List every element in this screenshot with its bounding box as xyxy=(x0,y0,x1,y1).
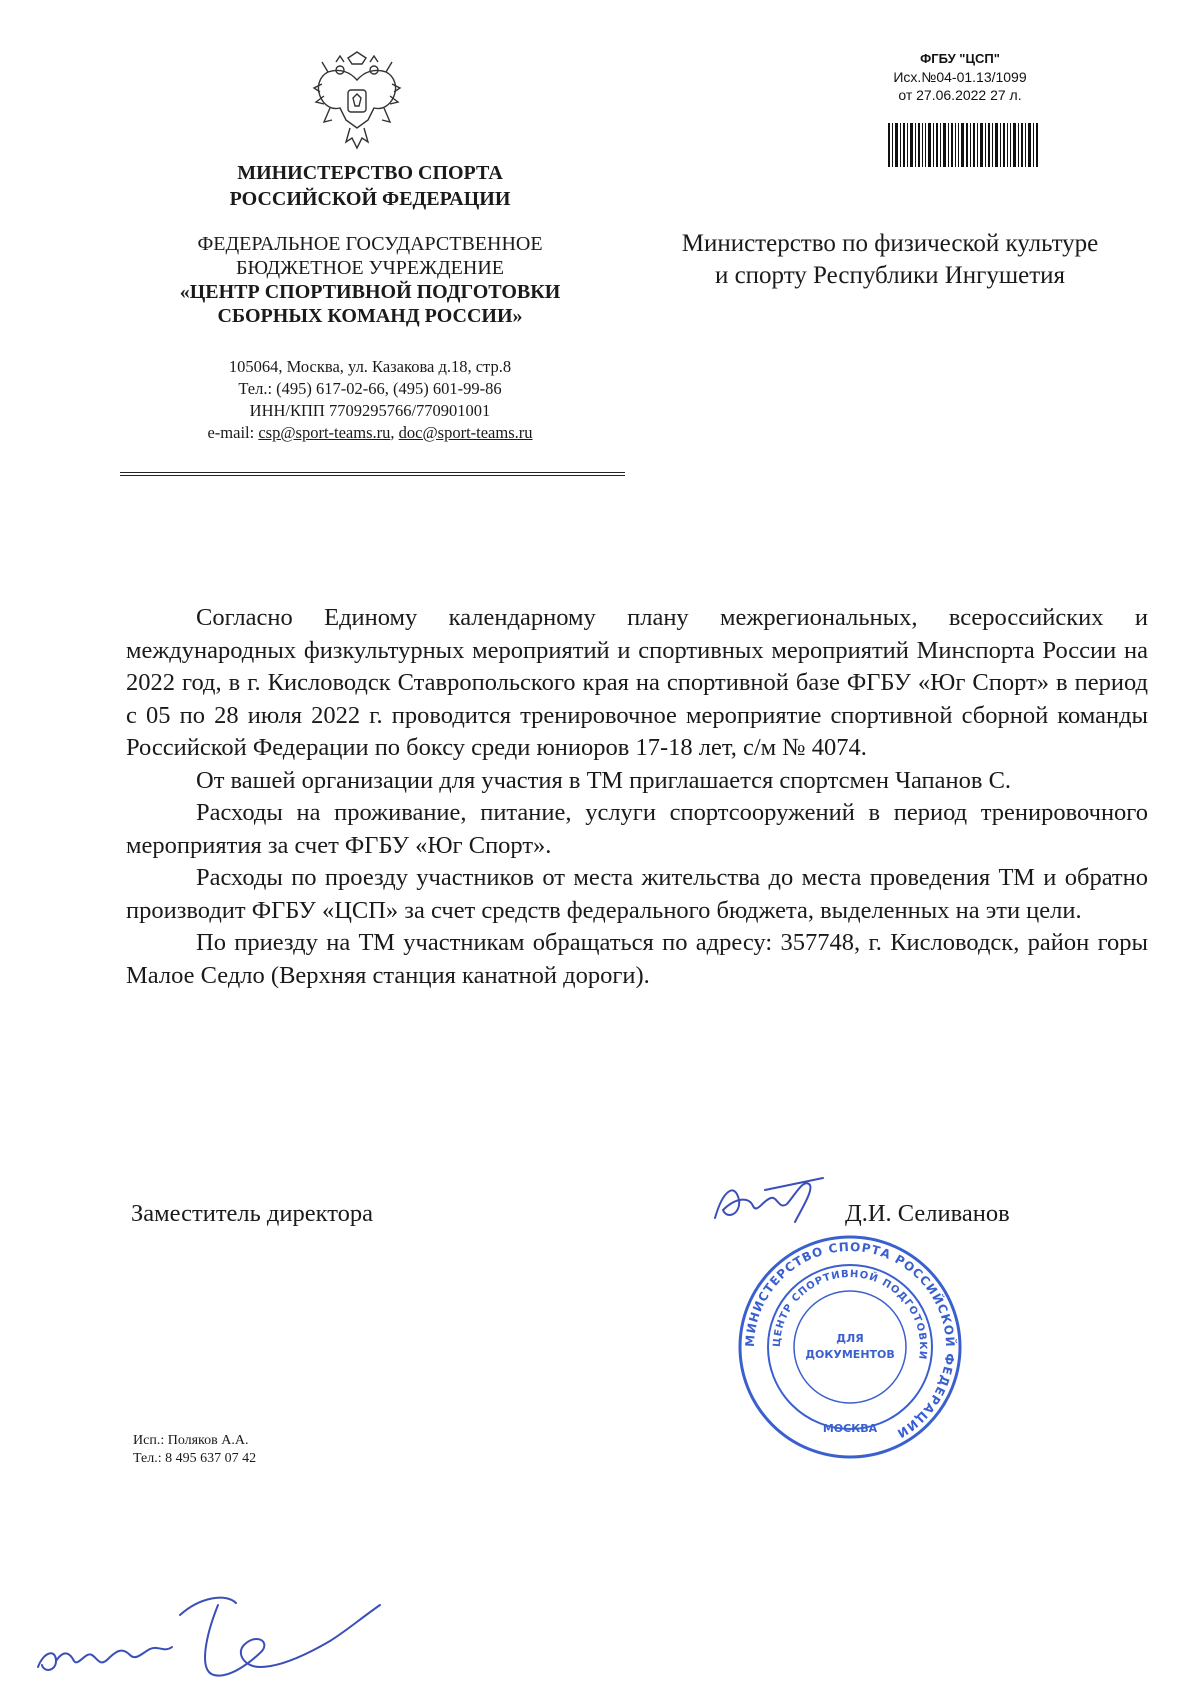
executor-name: Исп.: Поляков А.А. xyxy=(133,1433,249,1448)
institution-name-line-2: СБОРНЫХ КОМАНД РОССИИ» xyxy=(217,305,523,327)
registration-date: от 27.06.2022 27 л. xyxy=(898,87,1022,103)
body-paragraph-1: Согласно Единому календарному плану межрегиональных, всероссийских и международных физкультурных мероприятий и спортивных мероприятий Минспорта России на 2022 год, в г. Кисловодск Ставропольского края на спортивной базе ФГБУ «Юг Спорт» в период с 05 по 28 июля 2022 г. проводится тренировочное мероприятие спортивной сборной команды Российской Федерации по боксу среди юниоров 17-18 лет, с/м № 4074. xyxy=(126,604,1148,761)
institution-line-2: БЮДЖЕТНОЕ УЧРЕЖДЕНИЕ xyxy=(235,257,505,279)
email-separator: , xyxy=(390,423,395,442)
email-link-csp[interactable]: csp@sport-teams.ru xyxy=(258,423,391,442)
body-paragraph-2: От вашей организации для участия в ТМ приглашается спортсмен Чапанов С. xyxy=(196,766,1012,794)
ministry-line-1: МИНИСТЕРСТВО СПОРТА xyxy=(237,162,503,184)
addressee xyxy=(620,228,1160,292)
header-divider xyxy=(120,472,625,476)
sender-inn: ИНН/КПП 7709295766/770901001 xyxy=(249,401,491,420)
addressee-line-2: и спорту Республики Ингушетия xyxy=(714,262,1066,289)
addressee-line-1: Министерство по физической культуре xyxy=(681,230,1099,257)
email-label: e-mail: xyxy=(207,423,255,442)
coat-of-arms-icon xyxy=(310,50,404,152)
sender-contacts xyxy=(135,356,605,444)
institution-name-line-1: «ЦЕНТР СПОРТИВНОЙ ПОДГОТОВКИ xyxy=(179,281,561,303)
barcode-icon xyxy=(888,123,1038,167)
email-link-doc[interactable]: doc@sport-teams.ru xyxy=(398,423,533,442)
stamp-center-line-2: ДОКУМЕНТОВ xyxy=(805,1348,895,1361)
signatory-title: Заместитель директора xyxy=(131,1200,373,1227)
ministry-line-2: РОССИЙСКОЙ ФЕДЕРАЦИИ xyxy=(229,188,511,210)
handwritten-initials xyxy=(30,1575,390,1685)
body-paragraph-5: По приезду на ТМ участникам обращаться по адресу: 357748, г. Кисловодск, район горы Малое Седло (Верхняя станция канатной дороги). xyxy=(126,929,1148,989)
stamp-center-line-1: ДЛЯ xyxy=(836,1332,864,1345)
sender-address: 105064, Москва, ул. Казакова д.18, стр.8 xyxy=(228,357,512,376)
signatory-name: Д.И. Селиванов xyxy=(845,1200,1010,1227)
registration-org: ФГБУ "ЦСП" xyxy=(920,51,1000,66)
executor-info xyxy=(133,1432,256,1468)
official-stamp xyxy=(735,1232,965,1462)
handwritten-signature xyxy=(705,1170,835,1230)
body-paragraph-4: Расходы по проезду участников от места жительства до места проведения ТМ и обратно производит ФГБУ «ЦСП» за счет средств федерального бюджета, выделенных на эти цели. xyxy=(126,864,1148,924)
sender-email-row xyxy=(135,422,605,444)
letter-body xyxy=(126,602,1148,992)
sender-phone: Тел.: (495) 617-02-66, (495) 601-99-86 xyxy=(238,379,502,398)
stamp-bottom-text: МОСКВА xyxy=(822,1422,878,1435)
institution-block xyxy=(135,232,605,328)
stamp-outer-text: МИНИСТЕРСТВО СПОРТА РОССИЙСКОЙ ФЕДЕРАЦИИ xyxy=(742,1239,958,1442)
stamp-inner-text: ЦЕНТР СПОРТИВНОЙ ПОДГОТОВКИ xyxy=(771,1268,929,1361)
svg-text:ЦЕНТР СПОРТИВНОЙ ПОДГОТОВКИ xyxy=(772,1269,928,1361)
registration-number: Исх.№04-01.13/1099 xyxy=(893,69,1027,85)
body-paragraph-3: Расходы на проживание, питание, услуги спортсооружений в период тренировочного мероприятия за счет ФГБУ «Юг Спорт». xyxy=(126,799,1148,859)
executor-phone: Тел.: 8 495 637 07 42 xyxy=(133,1451,257,1466)
registration-block xyxy=(870,50,1050,104)
institution-line-1: ФЕДЕРАЛЬНОЕ ГОСУДАРСТВЕННОЕ xyxy=(197,233,543,255)
ministry-name xyxy=(180,160,560,212)
